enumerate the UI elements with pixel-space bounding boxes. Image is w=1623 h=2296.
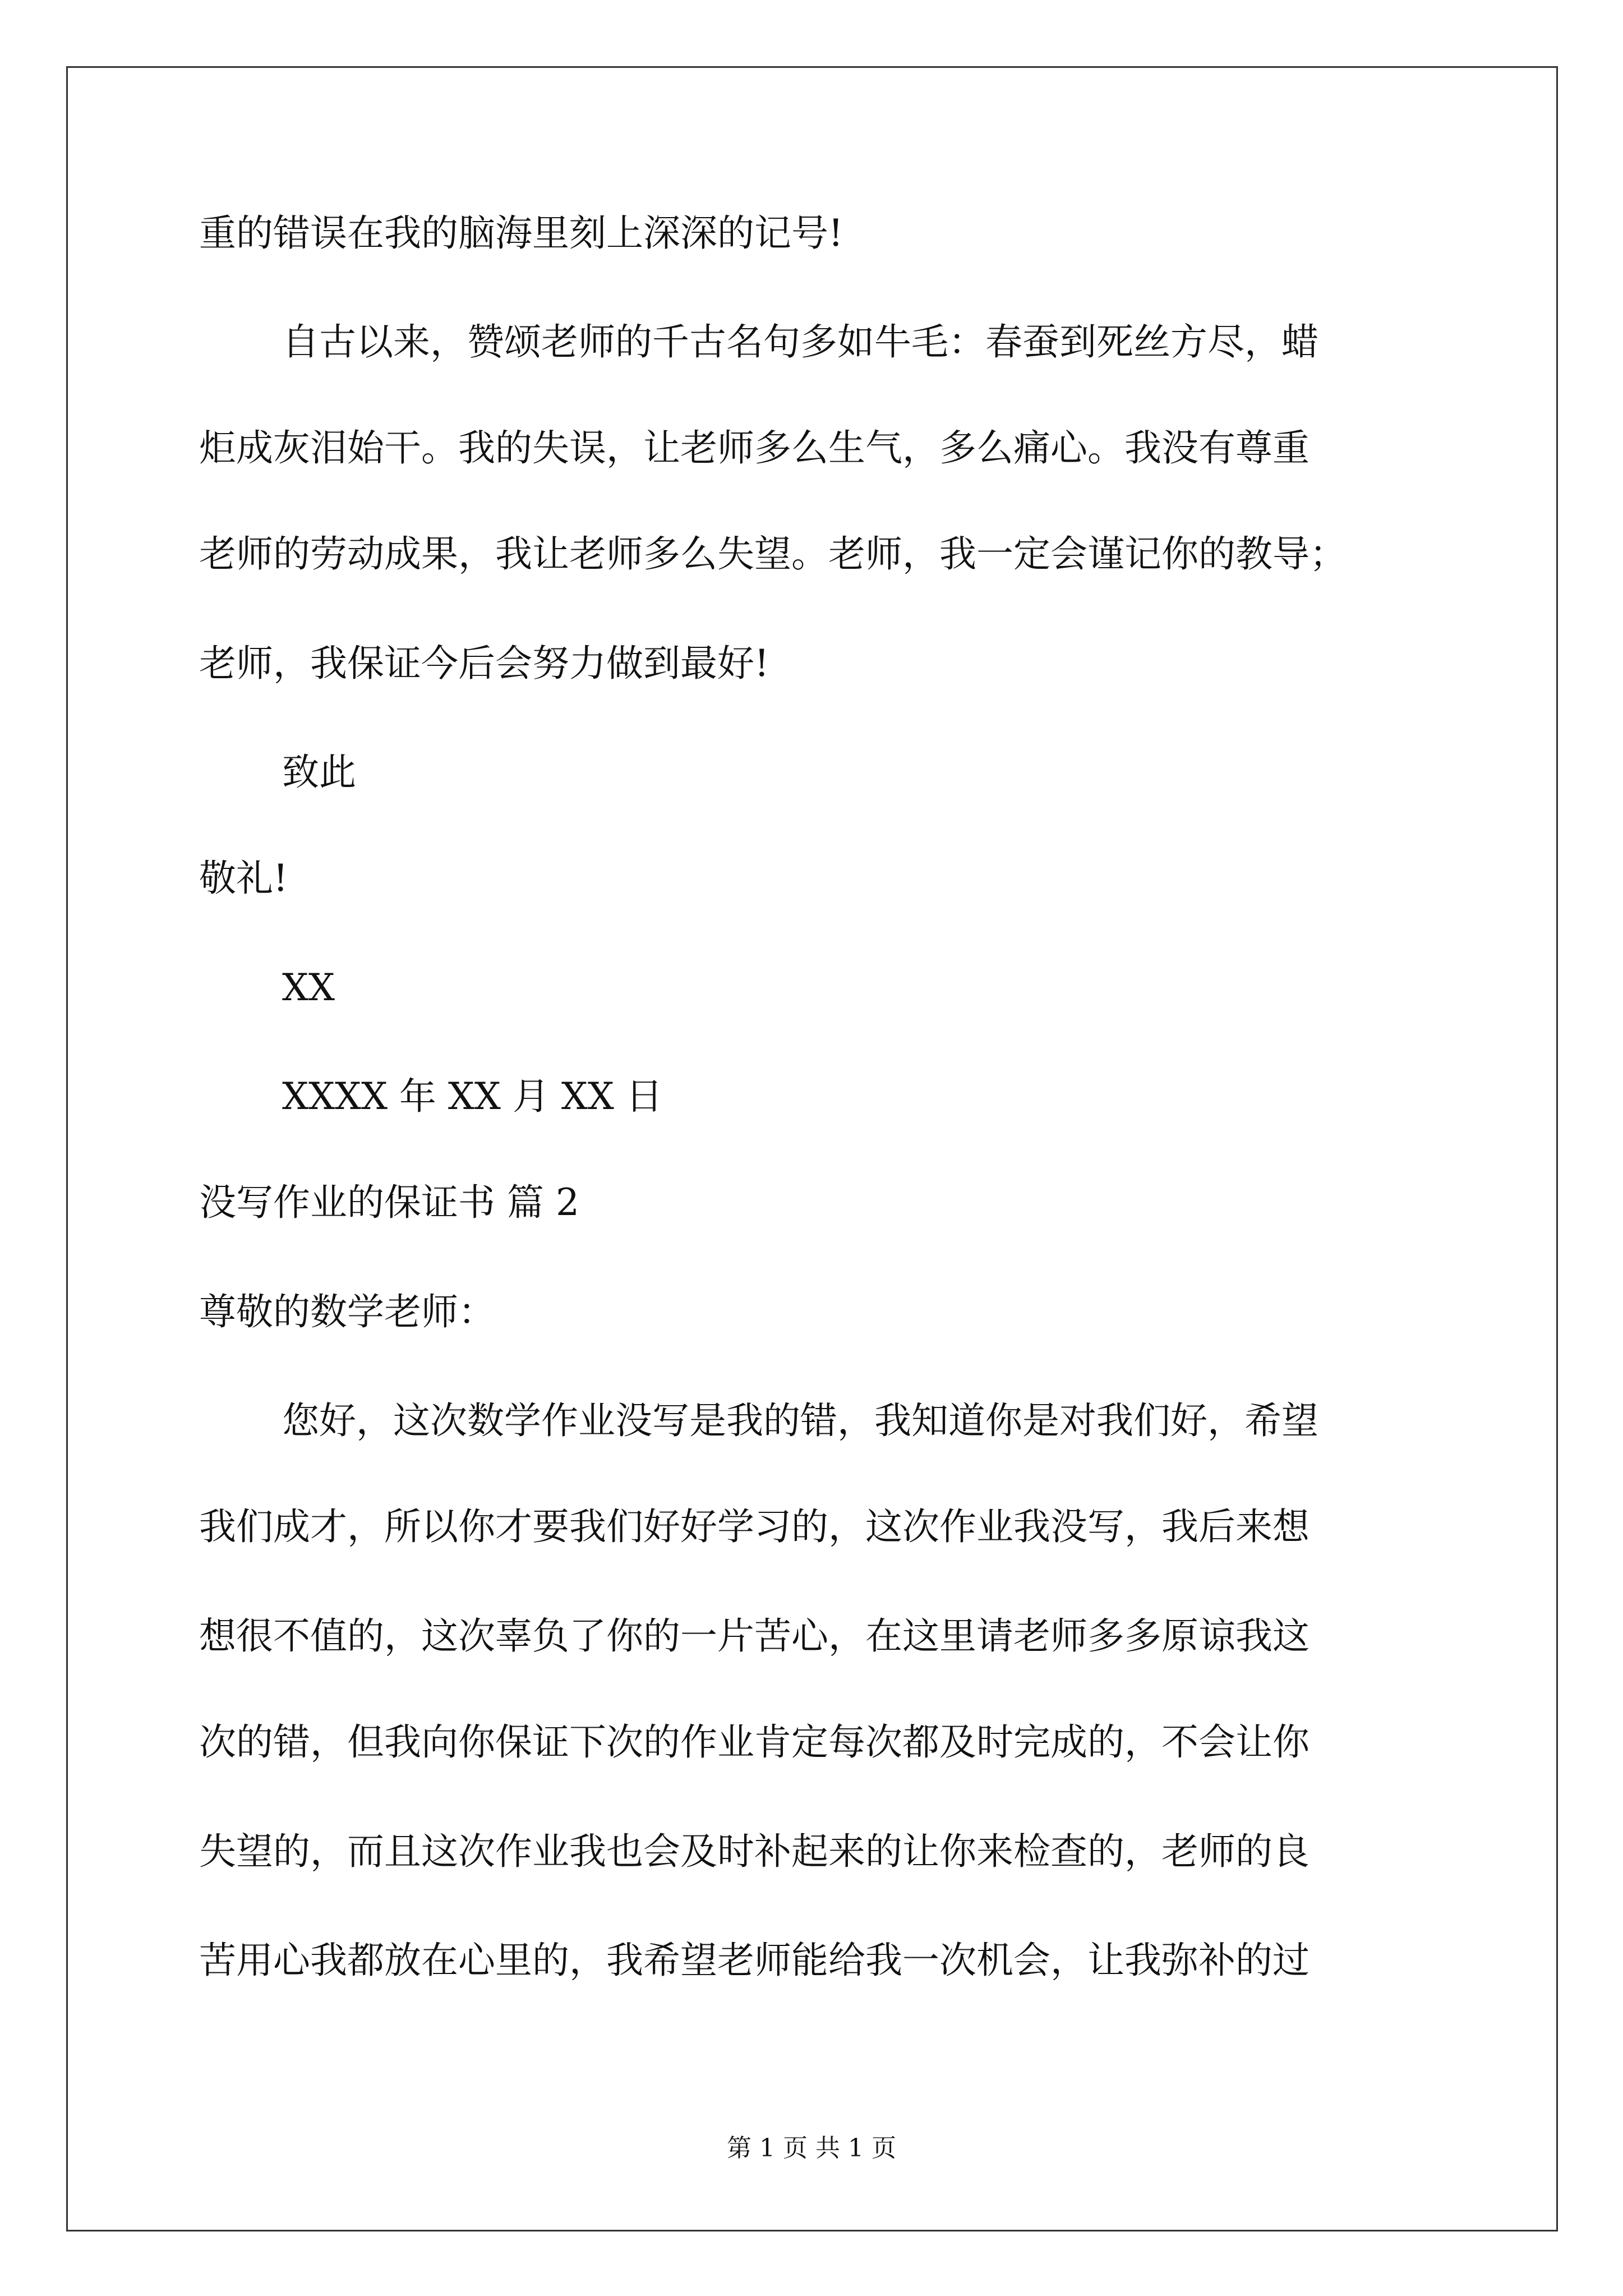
signature-date: XXXX 年 XX 月 XX 日 [282,1075,663,1118]
paragraph-line: 自古以来，赞颂老师的千古名句多如牛毛：春蚕到死丝方尽，蜡 [282,320,1318,364]
paragraph-line: 炬成灰泪始干。我的失误，让老师多么生气，多么痛心。我没有尊重 [199,426,1310,470]
paragraph-line: 苦用心我都放在心里的，我希望老师能给我一次机会，让我弥补的过 [199,1939,1310,1982]
page-frame [66,66,1558,2231]
paragraph-line: 您好，这次数学作业没写是我的错，我知道你是对我们好，希望 [282,1399,1318,1442]
paragraph-line: 次的错，但我向你保证下次的作业肯定每次都及时完成的，不会让你 [199,1720,1310,1764]
greeting: 尊敬的数学老师： [199,1290,495,1333]
paragraph-line: 想很不值的，这次辜负了你的一片苦心，在这里请老师多多原谅我这 [199,1614,1310,1658]
salutation: 敬礼! [199,857,288,900]
closing-phrase: 致此 [282,751,356,794]
paragraph-line: 失望的，而且这次作业我也会及时补起来的让你来检查的，老师的良 [199,1830,1310,1873]
paragraph-line: 老师的劳动成果，我让老师多么失望。老师，我一定会谨记你的教导； [199,532,1347,576]
signature-name: XX [282,966,335,1009]
paragraph-line: 老师，我保证今后会努力做到最好! [199,642,769,685]
paragraph-line: 我们成才，所以你才要我们好好学习的，这次作业我没写，我后来想 [199,1505,1310,1548]
page-number: 第 1 页 共 1 页 [727,2134,896,2162]
paragraph-line: 重的错误在我的脑海里刻上深深的记号! [199,211,843,255]
section-title: 没写作业的保证书 篇 2 [199,1181,579,1224]
